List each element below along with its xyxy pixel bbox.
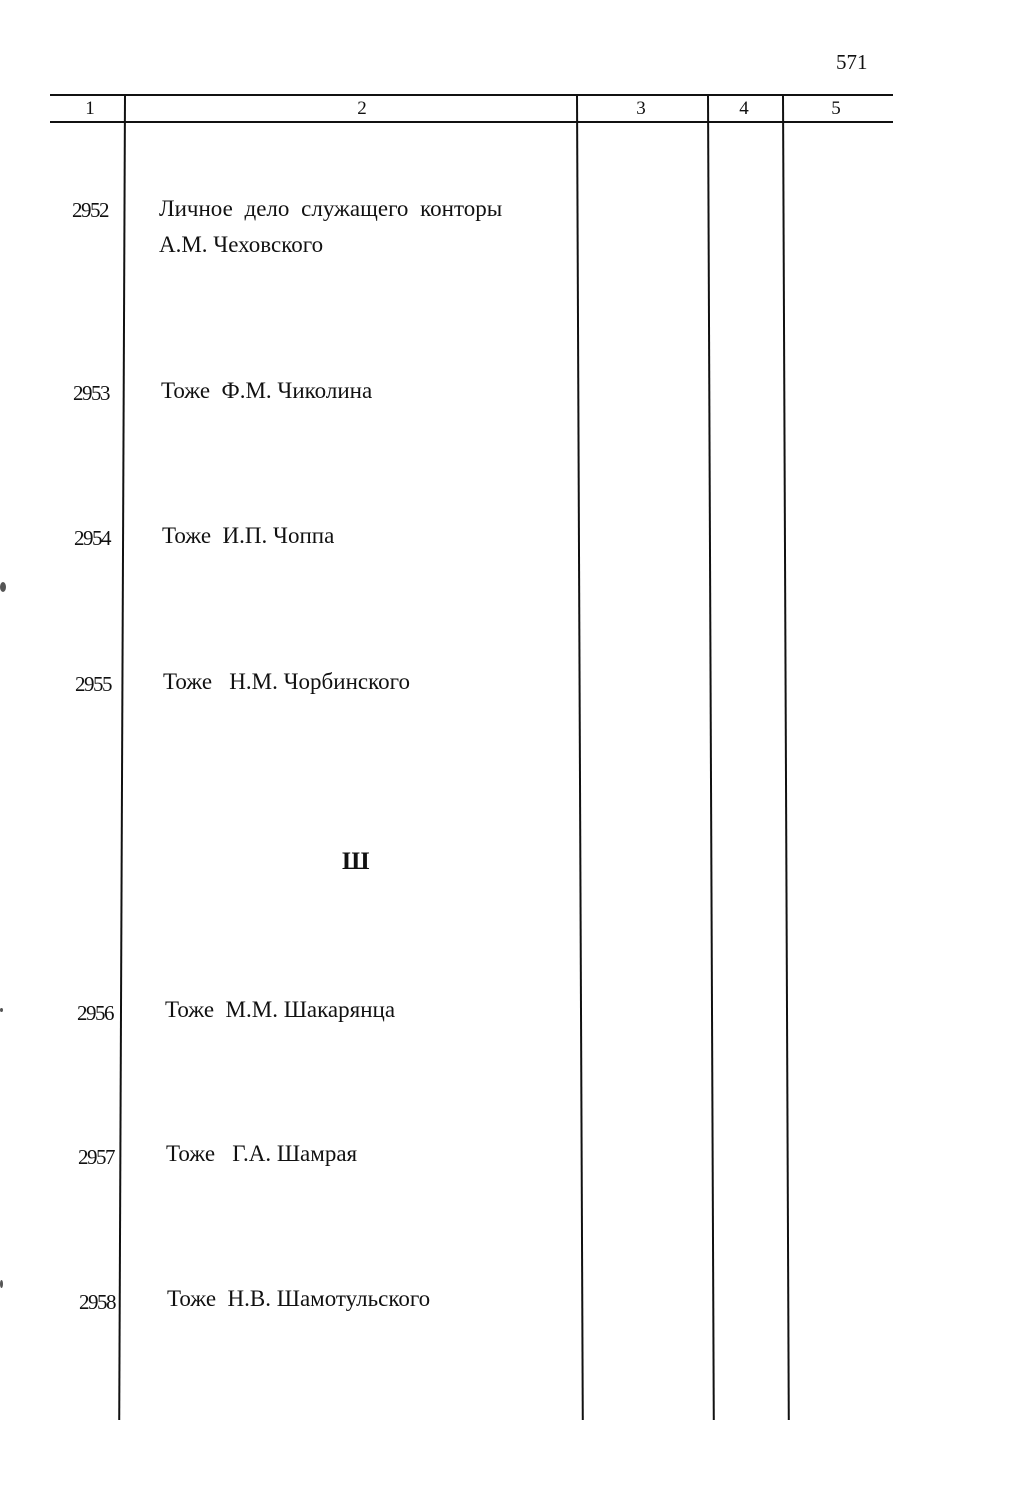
row-description-line: А.М. Чеховского [159,232,324,257]
column-header-2: 2 [357,98,367,119]
column-header-5: 5 [831,98,841,119]
row-description: Тоже Ф.М. Чиколина [161,378,373,403]
column-divider-4 [782,94,789,1420]
row-number: 2958 [79,1290,115,1314]
row-number: 2955 [75,672,111,696]
row-number: 2956 [77,1001,113,1025]
row-description: Тоже Н.В. Шамотульского [167,1286,431,1311]
row-description: Тоже Н.М. Чорбинского [163,669,410,694]
row-number: 2952 [72,198,108,222]
column-divider-1 [118,94,125,1420]
scan-speck [0,582,6,592]
page-number: 571 [836,50,868,74]
scan-speck [0,1280,3,1288]
column-divider-2 [576,94,583,1420]
scan-speck [0,1008,3,1012]
table-header-rule [50,121,893,123]
section-letter: Ш [342,848,370,875]
column-header-1: 1 [85,98,95,119]
row-description: Тоже М.М. Шакарянца [165,997,396,1022]
table-top-rule [50,94,893,96]
row-number: 2957 [78,1145,114,1169]
row-number: 2954 [74,526,110,550]
row-description [159,191,549,263]
row-description: Тоже И.П. Чоппа [162,523,335,548]
column-divider-3 [707,94,714,1420]
row-description-line: Личное дело служащего конторы [159,196,503,221]
column-header-3: 3 [636,98,646,119]
column-header-4: 4 [739,98,749,119]
row-number: 2953 [73,381,109,405]
row-description: Тоже Г.А. Шамрая [166,1141,358,1166]
